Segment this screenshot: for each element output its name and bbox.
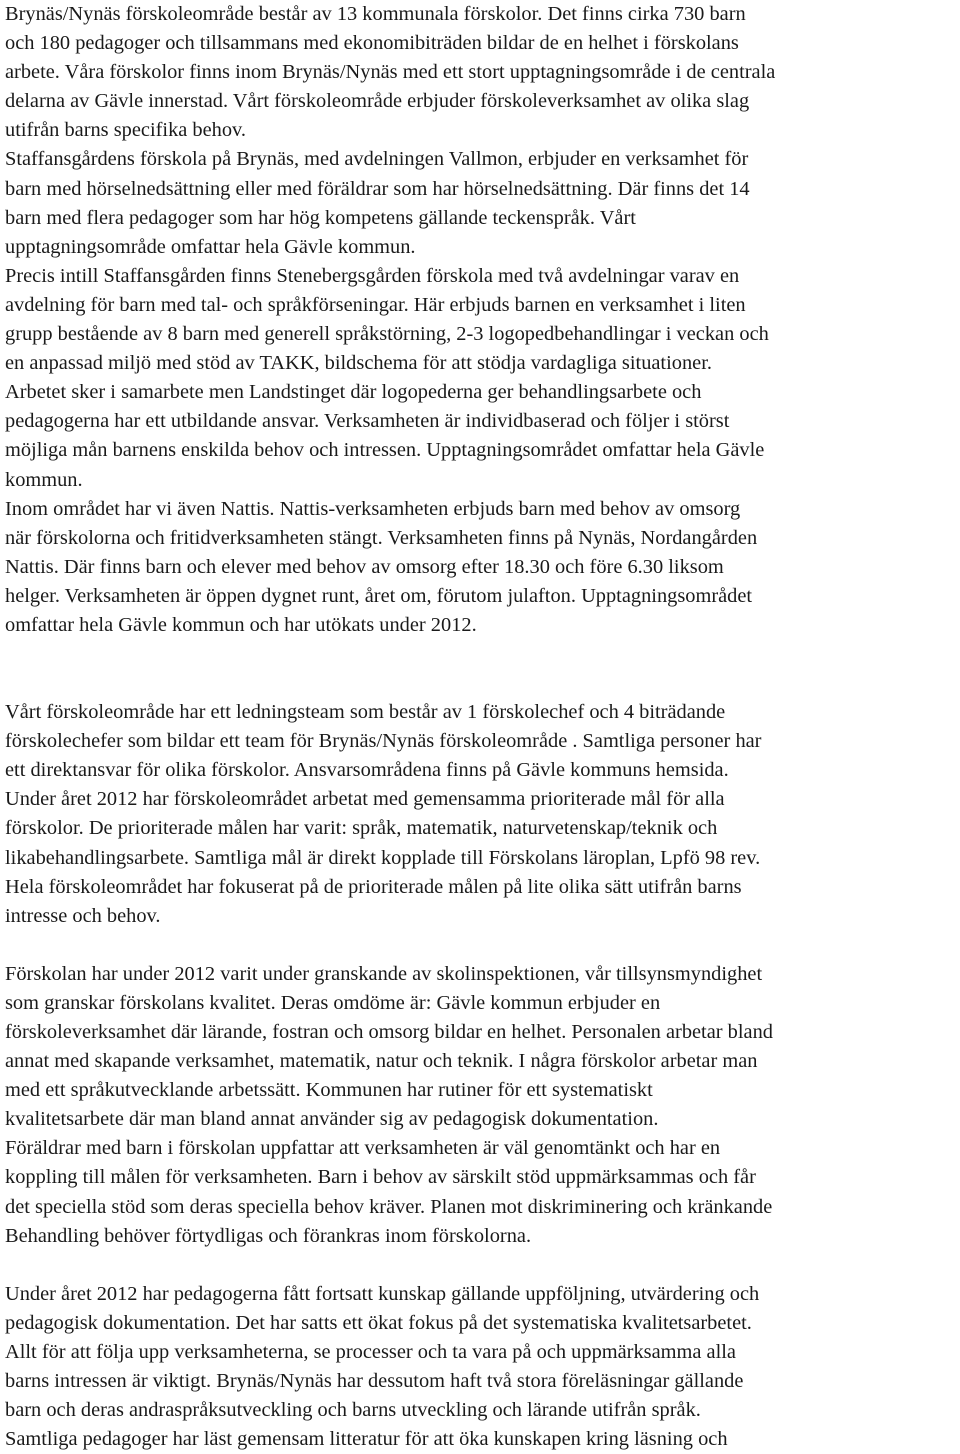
text-line: likabehandlingsarbete. Samtliga mål är direkt kopplade till Förskolans läroplan, Lpfö 98 rev. xyxy=(5,846,761,869)
text-line: kvalitetsarbete där man bland annat använder sig av pedagogisk dokumentation. xyxy=(5,1108,659,1131)
text-line: barn med hörselnedsättning eller med föräldrar som har hörselnedsättning. Där finns det 14 xyxy=(5,177,750,200)
text-line: med ett språkutvecklande arbetssätt. Kommunen har rutiner för ett systematiskt xyxy=(5,1079,653,1102)
document-page xyxy=(5,0,955,1454)
text-line: det speciella stöd som deras speciella behov kräver. Planen mot diskriminering och kränkande xyxy=(5,1195,773,1218)
text-line: Vårt förskoleområde har ett ledningsteam som består av 1 förskolechef och 4 biträdande xyxy=(5,701,726,724)
text-line: förskolechefer som bildar ett team för Brynäs/Nynäs förskoleområde . Samtliga personer har xyxy=(5,730,762,753)
text-line: förskolor. De prioriterade målen har varit: språk, matematik, naturvetenskap/teknik och xyxy=(5,817,718,840)
text-line: upptagningsområde omfattar hela Gävle kommun. xyxy=(5,235,416,258)
text-line: Brynäs/Nynäs förskoleområde består av 13 kommunala förskolor. Det finns cirka 730 barn xyxy=(5,3,746,25)
text-line: Allt för att följa upp verksamheterna, se processer och ta vara på och uppmärksamma alla xyxy=(5,1340,736,1363)
text-line: Under året 2012 har förskoleområdet arbetat med gemensamma prioriterade mål för alla xyxy=(5,788,725,811)
text-line: intresse och behov. xyxy=(5,904,161,927)
text-line: kommun. xyxy=(5,468,83,491)
text-line: ett direktansvar för olika förskolor. Ansvarsområdena finns på Gävle kommuns hemsida. xyxy=(5,759,729,782)
text-line: Precis intill Staffansgården finns Stenebergsgården förskola med två avdelningar varav en xyxy=(5,264,740,287)
text-line: en anpassad miljö med stöd av TAKK, bildschema för att stödja vardagliga situationer. xyxy=(5,352,712,375)
text-line: arbete. Våra förskolor finns inom Brynäs/Nynäs med ett stort upptagningsområde i de centrala xyxy=(5,61,776,84)
text-line: när förskolorna och fritidverksamheten stängt. Verksamheten finns på Nynäs, Nordangården xyxy=(5,526,758,549)
text-line: pedagogerna har ett utbildande ansvar. Verksamheten är individbaserad och följer i störst xyxy=(5,410,730,433)
paragraph-spacer xyxy=(5,1251,955,1280)
text-line: delarna av Gävle innerstad. Vårt förskoleområde erbjuder förskoleverksamhet av olika slag xyxy=(5,90,750,113)
paragraph-leadership-team xyxy=(5,698,955,931)
text-line: annat med skapande verksamhet, matematik, natur och teknik. I några förskolor arbetar man xyxy=(5,1050,758,1073)
text-line: Staffansgårdens förskola på Brynäs, med avdelningen Vallmon, erbjuder en verksamhet för xyxy=(5,148,749,171)
text-line: utifrån barns specifika behov. xyxy=(5,119,247,142)
text-line: möjliga mån barnens enskilda behov och intressen. Upptagningsområdet omfattar hela Gävle xyxy=(5,439,765,462)
paragraph-preschool-area xyxy=(5,0,955,640)
text-line: koppling till målen för verksamheten. Barn i behov av särskilt stöd uppmärksammas och får xyxy=(5,1166,756,1189)
text-line: Behandling behöver förtydligas och förankras inom förskolorna. xyxy=(5,1224,532,1247)
text-line: förskoleverksamhet där lärande, fostran och omsorg bildar en helhet. Personalen arbetar bland xyxy=(5,1021,773,1043)
text-line: grupp bestående av 8 barn med generell språkstörning, 2-3 logopedbehandlingar i veckan och xyxy=(5,323,769,346)
text-line: pedagogisk dokumentation. Det har satts ett ökat fokus på det systematiska kvalitetsarbetet. xyxy=(5,1311,752,1334)
text-line: som granskar förskolans kvalitet. Deras omdöme är: Gävle kommun erbjuder en xyxy=(5,991,661,1014)
paragraph-pedagogical-documentation xyxy=(5,1280,955,1454)
text-line: avdelning för barn med tal- och språkförseningar. Här erbjuds barnen en verksamhet i liten xyxy=(5,293,746,316)
text-line: Föräldrar med barn i förskolan uppfattar att verksamheten är väl genomtänkt och har en xyxy=(5,1137,721,1160)
text-line: Hela förskoleområdet har fokuserat på de prioriterade målen på lite olika sätt utifrån barns xyxy=(5,875,742,898)
text-line: barn och deras andraspråksutveckling och barns utveckling och lärande utifrån språk. xyxy=(5,1399,701,1422)
text-line: omfattar hela Gävle kommun och har utökats under 2012. xyxy=(5,613,477,636)
text-line: barns intressen är viktigt. Brynäs/Nynäs har dessutom haft två stora föreläsningar gällande xyxy=(5,1370,744,1393)
paragraph-spacer xyxy=(5,931,955,960)
text-line: Under året 2012 har pedagogerna fått fortsatt kunskap gällande uppföljning, utvärdering och xyxy=(5,1282,760,1305)
text-line: helger. Verksamheten är öppen dygnet runt, året om, förutom julafton. Upptagningsområdet xyxy=(5,584,753,607)
text-line: barn med flera pedagoger som har hög kompetens gällande teckenspråk. Vårt xyxy=(5,206,636,229)
text-line: Inom området har vi även Nattis. Nattis-verksamheten erbjuds barn med behov av omsorg xyxy=(5,497,741,520)
text-line: Förskolan har under 2012 varit under granskande av skolinspektionen, vår tillsynsmyndighet xyxy=(5,962,763,985)
paragraph-spacer xyxy=(5,640,955,698)
text-line: och 180 pedagoger och tillsammans med ekonomibiträden bildar de en helhet i förskolans xyxy=(5,32,739,55)
paragraph-school-inspection xyxy=(5,960,955,1251)
text-line: Arbetet sker i samarbete men Landstinget där logopederna ger behandlingsarbete och xyxy=(5,381,702,404)
text-line: Samtliga pedagoger har läst gemensam litteratur för att öka kunskapen kring läsning och xyxy=(5,1428,728,1451)
text-line: Nattis. Där finns barn och elever med behov av omsorg efter 18.30 och före 6.30 liksom xyxy=(5,555,724,578)
